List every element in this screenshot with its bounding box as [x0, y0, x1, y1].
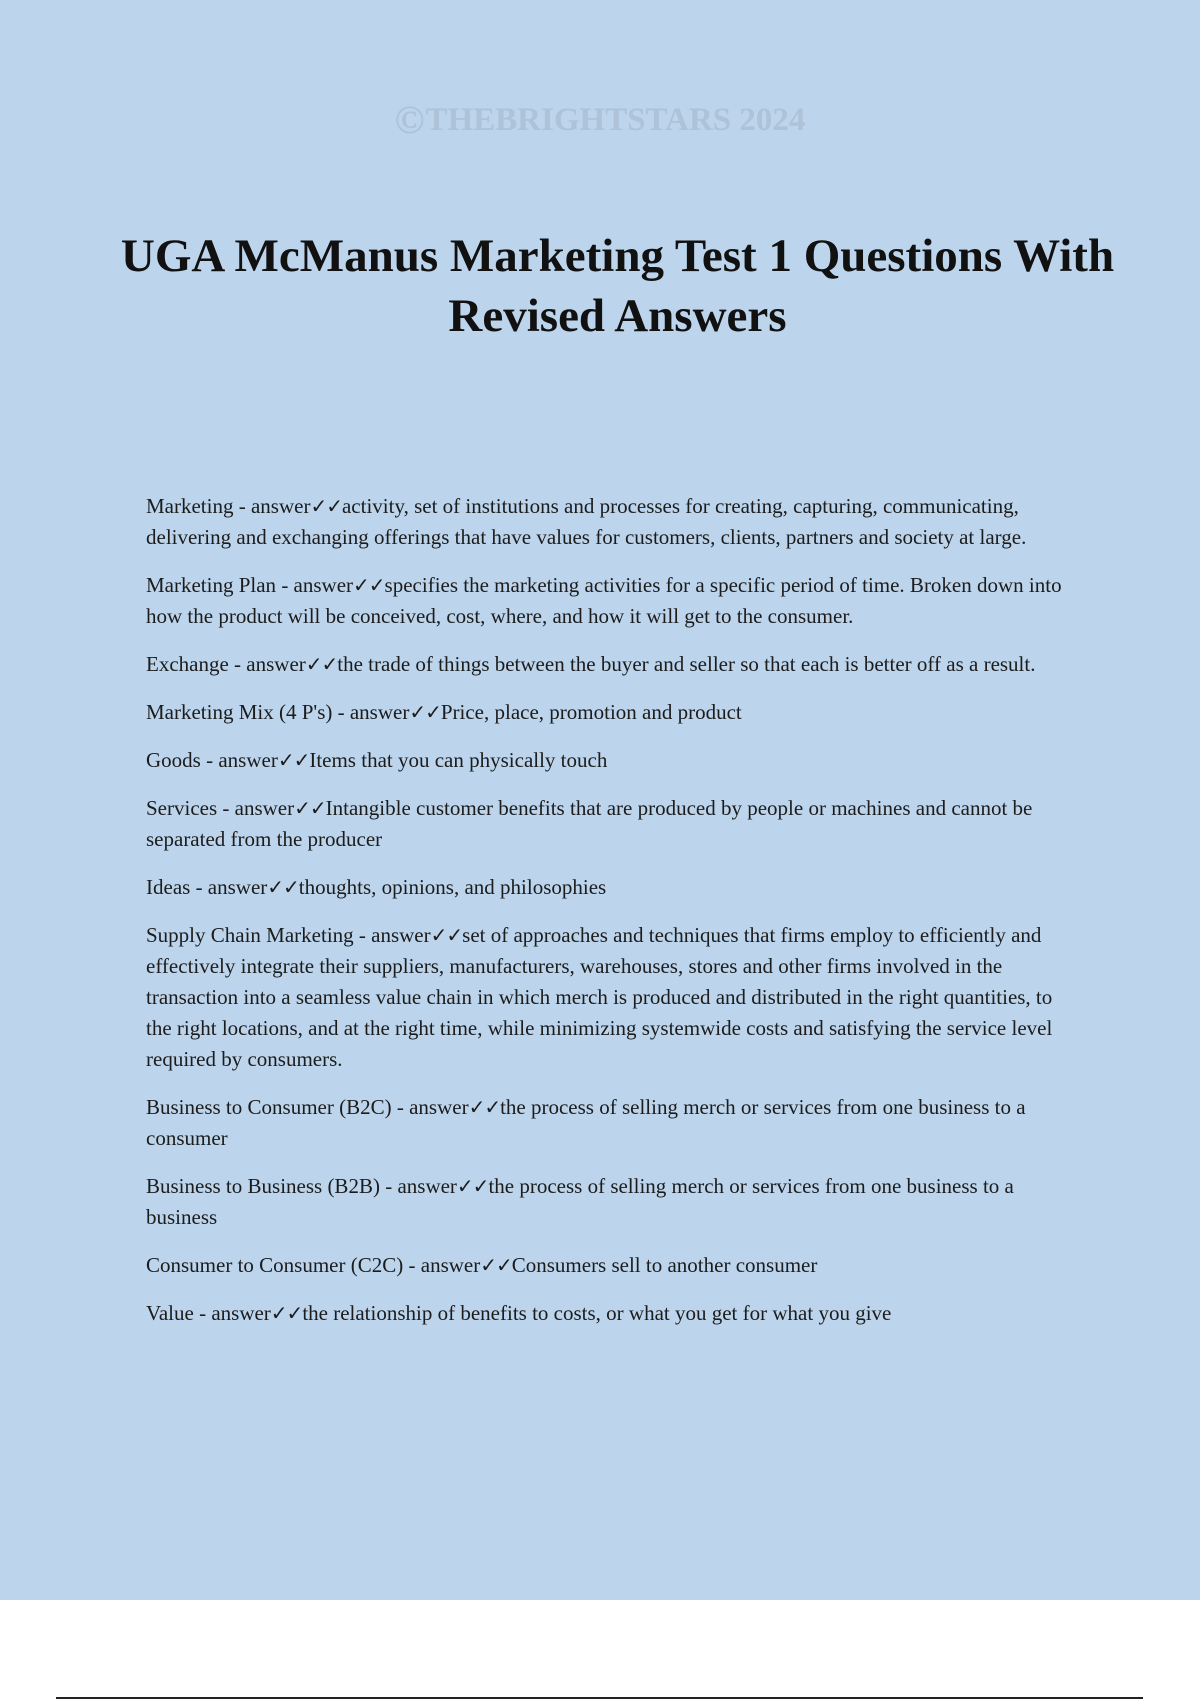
- entry-definition: thoughts, opinions, and philosophies: [298, 875, 607, 899]
- entry-term: Marketing Plan: [146, 573, 277, 597]
- footer-divider: [56, 1697, 1143, 1699]
- double-check-icon: ✓✓: [353, 573, 385, 597]
- entry-term: Marketing Mix (4 P's): [146, 700, 333, 724]
- entry-item: [146, 491, 1076, 553]
- entry-term: Value: [146, 1301, 194, 1325]
- double-check-icon: ✓✓: [294, 796, 326, 820]
- entry-list: [146, 491, 1076, 1346]
- entry-separator: - answer: [332, 700, 410, 724]
- entry-term: Services: [146, 796, 218, 820]
- double-check-icon: ✓✓: [480, 1253, 512, 1277]
- entry-term: Marketing: [146, 494, 234, 518]
- entry-definition: activity, set of institutions and processes for creating, capturing, communicating, delivering and exchanging offerings that have values for customers, clients, partners and society at large.: [146, 494, 1027, 549]
- watermark: [0, 96, 1200, 143]
- entry-item: [146, 570, 1076, 632]
- entry-definition: the process of selling merch or services from one business to a consumer: [146, 1095, 1026, 1150]
- double-check-icon: ✓✓: [267, 875, 299, 899]
- entry-separator: - answer: [379, 1174, 457, 1198]
- entry-separator: - answer: [403, 1253, 481, 1277]
- entry-item: [146, 1171, 1076, 1233]
- entry-item: [146, 649, 1076, 680]
- entry-separator: - answer: [190, 875, 268, 899]
- double-check-icon: ✓✓: [430, 923, 463, 947]
- entry-definition: the trade of things between the buyer and seller so that each is better off as a result.: [337, 652, 1036, 676]
- entry-definition: Price, place, promotion and product: [440, 700, 742, 724]
- entry-separator: - answer: [391, 1095, 469, 1119]
- entry-separator: - answer: [353, 923, 431, 947]
- entry-item: [146, 697, 1076, 728]
- entry-term: Business to Consumer (B2C): [146, 1095, 392, 1119]
- double-check-icon: ✓✓: [277, 748, 310, 772]
- entry-term: Exchange: [146, 652, 229, 676]
- entry-item: [146, 920, 1076, 1075]
- entry-definition: specifies the marketing activities for a specific period of time. Broken down into how the product will be conceived, cost, where, and how it will get to the consumer.: [146, 573, 1062, 628]
- watermark-text: THEBRIGHTSTARS 2024: [425, 102, 806, 138]
- entry-item: [146, 872, 1076, 903]
- entry-definition: the relationship of benefits to costs, or what you get for what you give: [302, 1301, 892, 1325]
- entry-term: Consumer to Consumer (C2C): [146, 1253, 404, 1277]
- entry-definition: the process of selling merch or services from one business to a business: [146, 1174, 1014, 1229]
- entry-definition: set of approaches and techniques that firms employ to efficiently and effectively integrate their suppliers, manufacturers, warehouses, stores and other firms involved in the transaction into a seamless value chain in which merch is produced and distributed in the right quantities, to the right locations, and at the right time, while minimizing systemwide costs and satisfying the service level required by consumers.: [146, 923, 1053, 1071]
- entry-term: Supply Chain Marketing: [146, 923, 354, 947]
- entry-separator: - answer: [217, 796, 295, 820]
- entry-term: Ideas: [146, 875, 191, 899]
- double-check-icon: ✓✓: [409, 700, 441, 724]
- double-check-icon: ✓✓: [456, 1174, 489, 1198]
- entry-separator: - answer: [200, 748, 278, 772]
- double-check-icon: ✓✓: [468, 1095, 501, 1119]
- entry-term: Goods: [146, 748, 201, 772]
- document-title: UGA McManus Marketing Test 1 Questions With Revised Answers: [120, 230, 1115, 342]
- copyright-symbol: ©: [394, 97, 425, 142]
- entry-item: [146, 1092, 1076, 1154]
- entry-item: [146, 1298, 1076, 1329]
- entry-separator: - answer: [228, 652, 306, 676]
- entry-definition: Consumers sell to another consumer: [511, 1253, 818, 1277]
- entry-definition: Intangible customer benefits that are produced by people or machines and cannot be separated from the producer: [146, 796, 1033, 851]
- double-check-icon: ✓✓: [305, 652, 338, 676]
- entry-item: [146, 1250, 1076, 1281]
- entry-term: Business to Business (B2B): [146, 1174, 380, 1198]
- entry-definition: Items that you can physically touch: [309, 748, 608, 772]
- double-check-icon: ✓✓: [270, 1301, 303, 1325]
- entry-item: [146, 745, 1076, 776]
- double-check-icon: ✓✓: [310, 494, 342, 518]
- entry-separator: - answer: [276, 573, 354, 597]
- entry-item: [146, 793, 1076, 855]
- entry-separator: - answer: [233, 494, 311, 518]
- entry-separator: - answer: [193, 1301, 271, 1325]
